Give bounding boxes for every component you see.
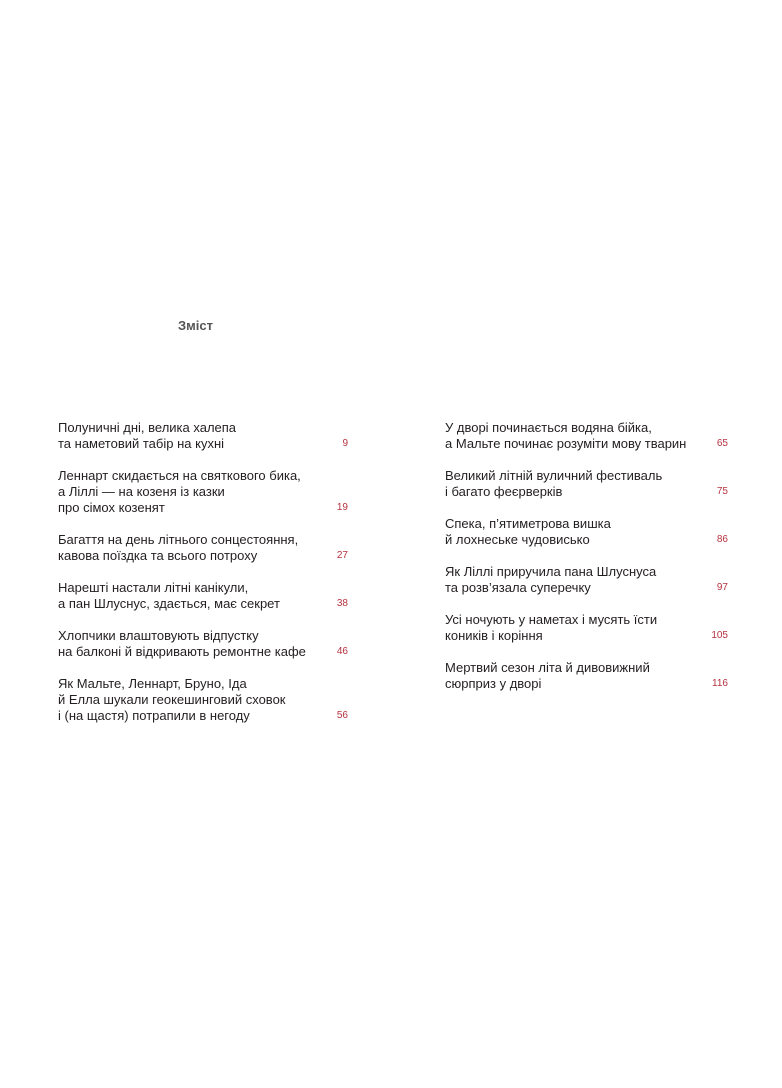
toc-page-number: 116: [712, 678, 728, 689]
toc-page-number: 46: [336, 646, 348, 657]
toc-right-column: [445, 420, 728, 708]
toc-entry-line: Леннарт скидається на святкового бика,: [58, 468, 301, 483]
toc-page-number: 105: [711, 630, 728, 641]
toc-entry-line: на балконі й відкривають ремонтне кафе: [58, 644, 306, 659]
toc-entry-line: Як Ліллі приручила пана Шлуснуса: [445, 564, 657, 579]
toc-page-number: 27: [336, 550, 348, 561]
toc-page-number: 86: [716, 534, 728, 545]
toc-page-number: 56: [336, 710, 348, 721]
toc-entry-line: і багато феєрверків: [445, 484, 563, 499]
toc-page-number: 38: [336, 598, 348, 609]
toc-entry-line: Спека, п’ятиметрова вишка: [445, 516, 611, 531]
toc-entry: [445, 468, 728, 500]
toc-entry: [58, 468, 348, 516]
toc-entry-line: У дворі починається водяна бійка,: [445, 420, 652, 435]
toc-entry-line: коників і коріння: [445, 628, 543, 643]
toc-entry-line: а Ліллі — на козеня із казки: [58, 484, 225, 499]
toc-entry-line: та розв’язала суперечку: [445, 580, 591, 595]
toc-entry-line: та наметовий табір на кухні: [58, 436, 225, 451]
toc-entry-line: Великий літній вуличний фестиваль: [445, 468, 663, 483]
toc-entry-line: Багаття на день літнього сонцестояння,: [58, 532, 299, 547]
toc-entry-line: Полуничні дні, велика халепа: [58, 420, 237, 435]
toc-entry-line: і (на щастя) потрапили в негоду: [58, 708, 250, 723]
toc-entry-line: а пан Шлуснус, здається, має секрет: [58, 596, 280, 611]
toc-entry-line: й лохнеське чудовисько: [445, 532, 590, 547]
toc-page-number: 97: [716, 582, 728, 593]
toc-entry-line: про сімох козенят: [58, 500, 165, 515]
toc-entry-line: й Елла шукали геокешинговий сховок: [58, 692, 286, 707]
toc-entry-line: а Мальте починає розуміти мову тварин: [445, 436, 687, 451]
toc-entry: [58, 676, 348, 724]
toc-entry-line: кавова поїздка та всього потроху: [58, 548, 258, 563]
toc-entry-line: Нарешті настали літні канікули,: [58, 580, 249, 595]
toc-entry-line: Як Мальте, Леннарт, Бруно, Іда: [58, 676, 247, 691]
toc-entry-line: сюрприз у дворі: [445, 676, 542, 691]
toc-entry: [445, 660, 728, 692]
toc-left-column: [58, 420, 348, 740]
toc-entry: [445, 516, 728, 548]
toc-page-number: 65: [716, 438, 728, 449]
toc-entry: [58, 532, 348, 564]
toc-entry-line: Мертвий сезон літа й дивовижний: [445, 660, 650, 675]
toc-entry: [58, 580, 348, 612]
toc-entry: [58, 420, 348, 452]
toc-page-number: 75: [716, 486, 728, 497]
toc-entry-line: Хлопчики влаштовують відпустку: [58, 628, 259, 643]
toc-entry-line: Усі ночують у наметах і мусять їсти: [445, 612, 658, 627]
toc-page-number: 9: [342, 438, 348, 449]
page-title: Зміст: [178, 318, 213, 333]
toc-entry: [445, 420, 728, 452]
toc-entry: [58, 628, 348, 660]
toc-entry: [445, 612, 728, 644]
toc-entry: [445, 564, 728, 596]
toc-page-number: 19: [336, 502, 348, 513]
